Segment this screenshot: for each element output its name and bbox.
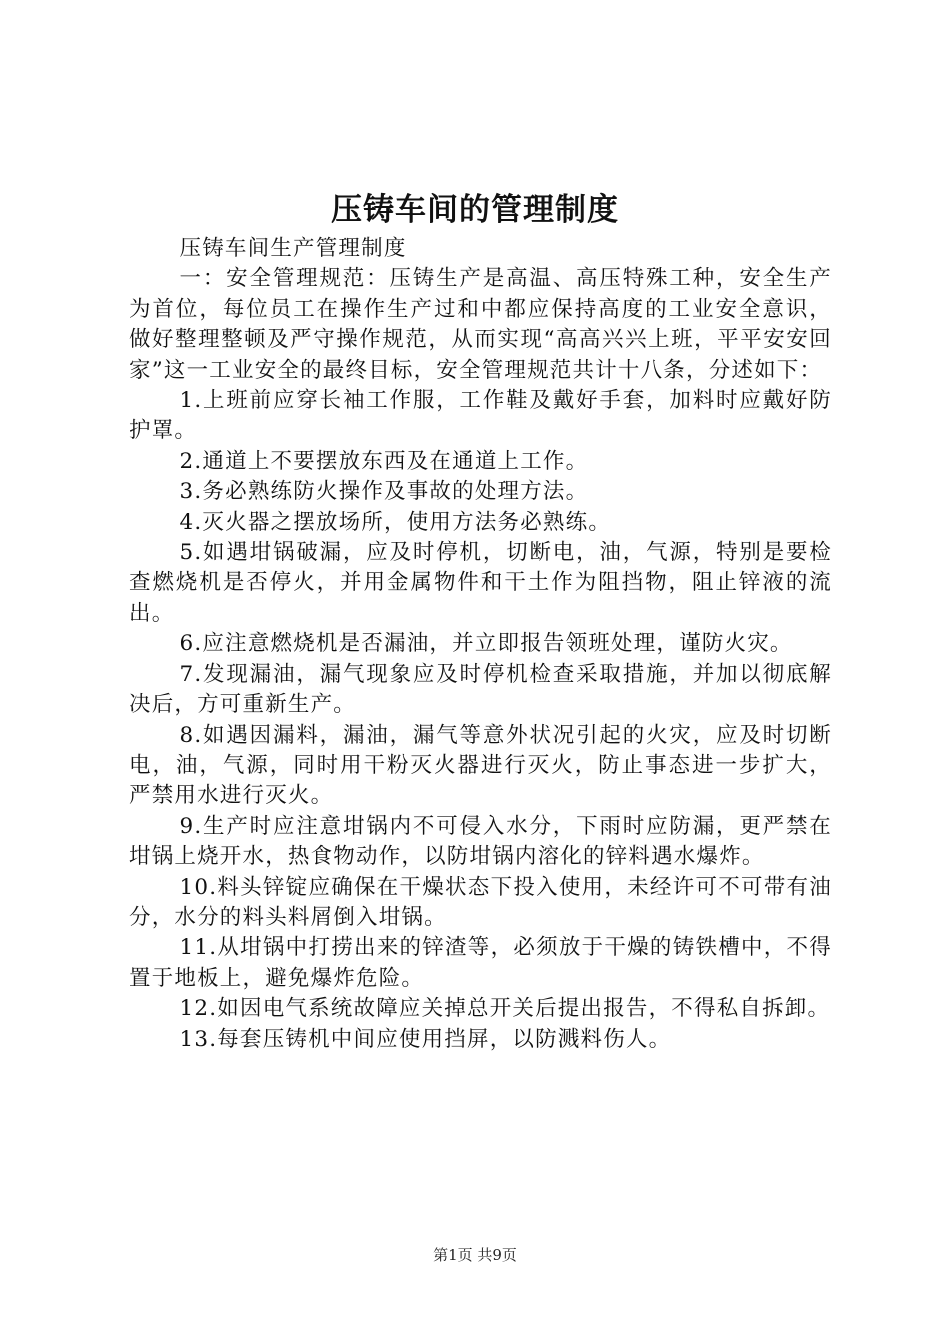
paragraph-rule-12: 12.如因电气系统故障应关掉总开关后提出报告，不得私自拆卸。	[179, 996, 831, 1022]
paragraph-rule-7: 7.发现漏油，漏气现象应及时停机检查采取措施，并加以彻底解决后，方可重新生产。	[129, 661, 832, 718]
paragraph-rule-9: 9.生产时应注意坩锅内不可侵入水分，下雨时应防漏，更严禁在坩锅上烧开水，热食物动作，以防坩锅内溶化的锌料遇水爆炸。	[129, 813, 832, 870]
paragraph-rule-8: 8.如遇因漏料，漏油，漏气等意外状况引起的火灾，应及时切断电，油，气源，同时用干粉灭火器进行灭火，防止事态进一步扩大，严禁用水进行灭火。	[129, 722, 832, 809]
section-subtitle: 压铸车间生产管理制度	[179, 236, 407, 261]
page-number-footer: 第1页 共9页	[433, 1246, 517, 1264]
paragraph-rule-11: 11.从坩锅中打捞出来的锌渣等，必须放于干燥的铸铁槽中，不得置于地板上，避免爆炸危险。	[129, 935, 832, 991]
paragraph-rule-3: 3.务必熟练防火操作及事故的处理方法。	[179, 479, 589, 505]
paragraph-rule-2: 2.通道上不要摆放东西及在通道上工作。	[179, 448, 589, 474]
paragraph-intro: 一：安全管理规范：压铸生产是高温、高压特殊工种，安全生产为首位，每位员工在操作生产过和中都应保持高度的工业安全意识，做好整理整顿及严守操作规范，从而实现“高高兴兴上班，平平安安回家”这一工业安全的最终目标，安全管理规范共计十八条，分述如下：	[129, 266, 832, 383]
document-body	[129, 234, 832, 1055]
paragraph-rule-10: 10.料头锌锭应确保在干燥状态下投入使用，未经许可不可带有油分，水分的料头料屑倒入坩锅。	[129, 874, 832, 930]
paragraph-rule-1: 1.上班前应穿长袖工作服，工作鞋及戴好手套，加料时应戴好防护罩。	[129, 388, 832, 444]
paragraph-rule-5: 5.如遇坩锅破漏，应及时停机，切断电，油，气源，特别是要检查燃烧机是否停火，并用金属物件和干土作为阻挡物，阻止锌液的流出。	[129, 540, 832, 626]
document-title: 压铸车间的管理制度	[331, 192, 619, 228]
paragraph-rule-13: 13.每套压铸机中间应使用挡屏，以防溅料伤人。	[179, 1026, 672, 1052]
paragraph-rule-6: 6.应注意燃烧机是否漏油，并立即报告领班处理，谨防火灾。	[179, 631, 793, 657]
paragraph-rule-4: 4.灭火器之摆放场所，使用方法务必熟练。	[179, 509, 612, 535]
